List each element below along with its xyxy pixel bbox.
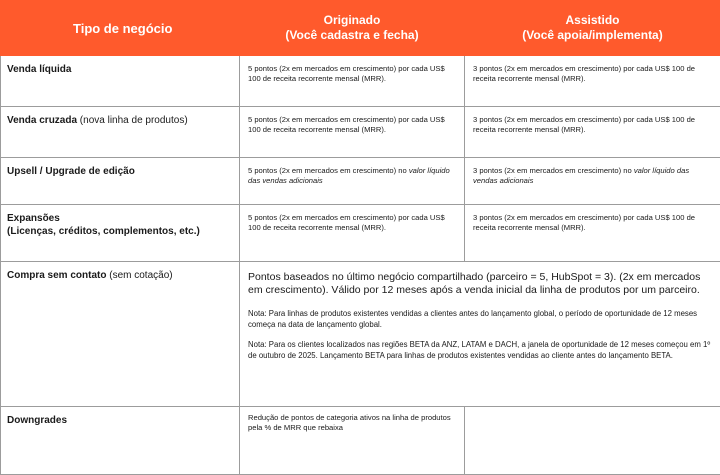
assistido-cell [465,407,720,475]
cell-text: 3 pontos (2x em mercados em crescimento) no [473,166,634,175]
assistido-cell: 3 pontos (2x em mercados em crescimento) por cada US$ 100 de receita recorrente mensal (MRR). [465,56,720,107]
row-label [1,262,240,407]
header-assistido-subtitle: (Você apoia/implementa) [465,28,720,43]
contact-main-text: Pontos baseados no último negócio compartilhado (parceiro = 5, HubSpot = 3). (2x em mercados em crescimento). Válido por 12 meses após a venda inicial da linha de produtos por um parceiro. [248,271,714,297]
compra-sem-contato-cell [240,262,720,407]
header-originado-subtitle: (Você cadastra e fecha) [240,28,464,43]
originado-cell [240,158,465,205]
contact-note-1: Nota: Para linhas de produtos existentes vendidas a clientes antes do lançamento global, o período de oportunidade de 12 meses começa na data de lançamento global. [248,309,714,330]
row-label-text: Downgrades [7,415,67,426]
header-tipo-negocio: Tipo de negócio [1,1,240,56]
row-label-text: Expansões [7,213,60,224]
header-assistido-title: Assistido [465,13,720,28]
row-label [1,158,240,205]
table-row [1,56,720,107]
row-label-text: Venda líquida [7,64,71,75]
row-label-text: Compra sem contato [7,270,106,281]
table-row [1,107,720,158]
header-originado [240,1,465,56]
table-row [1,262,720,407]
row-label [1,407,240,475]
row-label [1,56,240,107]
header-originado-title: Originado [240,13,464,28]
originado-cell: 5 pontos (2x em mercados em crescimento) por cada US$ 100 de receita recorrente mensal (MRR). [240,205,465,262]
row-label-text: Upsell / Upgrade de edição [7,166,135,177]
originado-cell: Redução de pontos de categoria ativos na linha de produtos pela % de MRR que rebaixa [240,407,465,475]
row-label [1,205,240,262]
row-label-qualifier: (nova linha de produtos) [77,115,188,126]
row-label-qualifier: (sem cotação) [106,270,172,281]
header-row [1,1,720,56]
table-row [1,407,720,475]
cell-emphasis: valor líquido das vendas adicionais [473,166,689,185]
assistido-cell: 3 pontos (2x em mercados em crescimento) por cada US$ 100 de receita recorrente mensal (MRR). [465,205,720,262]
row-label-qualifier: (Licenças, créditos, complementos, etc.) [7,226,200,237]
originado-cell: 5 pontos (2x em mercados em crescimento) por cada US$ 100 de receita recorrente mensal (MRR). [240,56,465,107]
row-label-text: Venda cruzada [7,115,77,126]
table-row [1,205,720,262]
cell-emphasis: valor líquido das vendas adicionais [248,166,450,185]
assistido-cell: 3 pontos (2x em mercados em crescimento) por cada US$ 100 de receita recorrente mensal (MRR). [465,107,720,158]
header-assistido [465,1,720,56]
cell-text: 5 pontos (2x em mercados em crescimento) no [248,166,409,175]
table-row [1,158,720,205]
contact-note-2: Nota: Para os clientes localizados nas regiões BETA da ANZ, LATAM e DACH, a janela de oportunidade de 12 meses começou em 1º de outubro de 2025. Lançamento BETA para linhas de produtos existentes vendidas ao cliente antes do lançamento BETA. [248,340,714,361]
originado-cell: 5 pontos (2x em mercados em crescimento) por cada US$ 100 de receita recorrente mensal (MRR). [240,107,465,158]
row-label [1,107,240,158]
assistido-cell [465,158,720,205]
